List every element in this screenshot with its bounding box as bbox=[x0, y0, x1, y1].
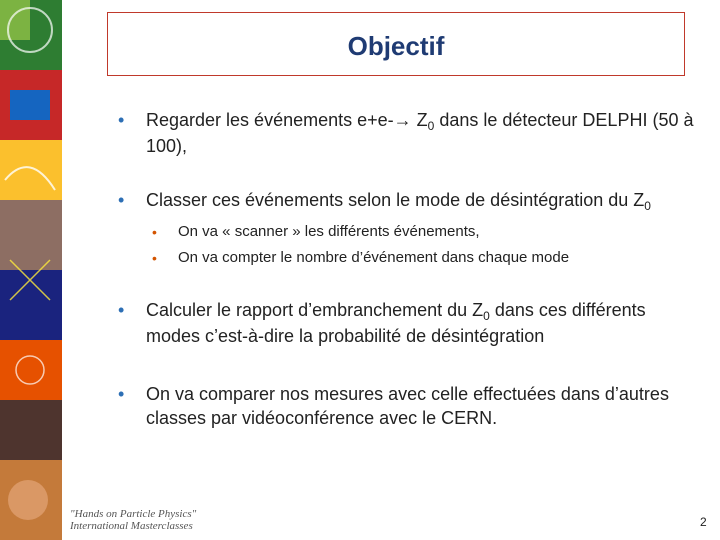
sub-bullet-1-text: On va « scanner » les différents événements, bbox=[178, 223, 480, 240]
sub-bullet-glyph: • bbox=[152, 250, 157, 266]
slide-title: Objectif bbox=[347, 31, 445, 61]
bullet-4 bbox=[118, 382, 698, 430]
bullet-glyph: • bbox=[118, 384, 125, 404]
title-box bbox=[107, 12, 685, 76]
bullet-3 bbox=[118, 298, 698, 348]
bullet-2 bbox=[118, 188, 698, 214]
logo-line-1: "Hands on Particle Physics" bbox=[70, 508, 197, 520]
bullet-3-text-c: dans ces différents modes c’est-à-dire la probabilité de désintégration bbox=[146, 300, 646, 346]
bullet-2-text-a: Classer ces événements selon le mode de désintégration du Z bbox=[146, 190, 645, 210]
bullet-3-text-a: Calculer le rapport d’embranchement du Z bbox=[146, 300, 484, 320]
bullet-1-text-a: Regarder les événements e+e- bbox=[146, 110, 394, 130]
arrow-icon: → bbox=[393, 110, 412, 130]
sub-bullet-2-text: On va compter le nombre d’événement dans chaque mode bbox=[178, 249, 570, 266]
page-number: 2 bbox=[700, 515, 707, 529]
bullet-glyph: • bbox=[118, 110, 125, 130]
logo-line-2: International Masterclasses bbox=[70, 520, 193, 532]
left-decorative-strip bbox=[0, 0, 62, 540]
masterclass-logo bbox=[70, 508, 230, 538]
subscript: 0 bbox=[483, 309, 490, 323]
bullet-1-text-b: Z bbox=[411, 110, 428, 130]
sub-bullet-1 bbox=[152, 222, 698, 242]
bullet-glyph: • bbox=[118, 300, 125, 320]
bullet-glyph: • bbox=[118, 190, 125, 210]
sub-bullet-2 bbox=[152, 248, 698, 268]
bullet-1 bbox=[118, 108, 698, 158]
subscript: 0 bbox=[427, 119, 435, 133]
bullet-4-text-a: On va comparer nos mesures avec celle effectuées dans d’autres classes par vidéoconférence avec le CERN. bbox=[146, 384, 669, 428]
particle-collage-image bbox=[0, 0, 62, 540]
slide-content bbox=[118, 108, 698, 430]
subscript: 0 bbox=[644, 199, 651, 213]
bullet-1-text-c: dans le détecteur DELPHI (50 à 100), bbox=[146, 110, 694, 156]
sub-bullet-glyph: • bbox=[152, 224, 157, 240]
